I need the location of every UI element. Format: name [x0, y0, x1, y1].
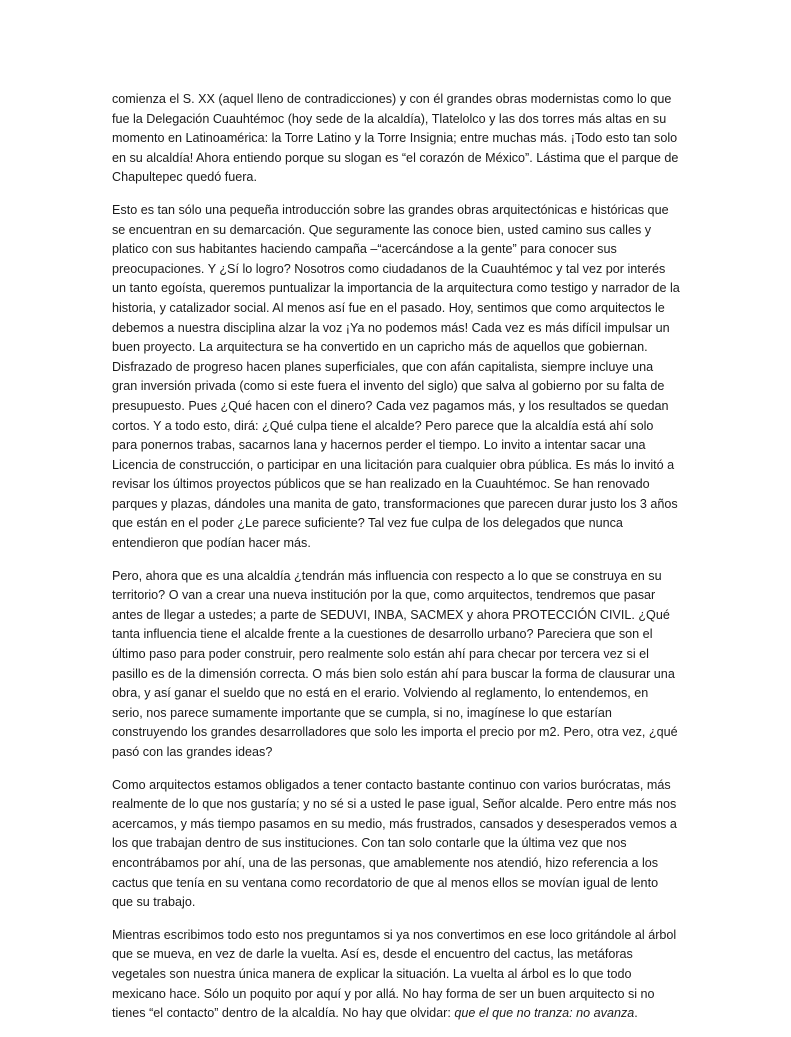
paragraph-5-text: Mientras escribimos todo esto nos preguntamos si ya nos convertimos en ese loco gritándole al árbol que se mueva, en vez de darle la vuelta. Así es, desde el encuentro del cactus, las metáforas vegetales son nuestra única manera de explicar la situación. La vuelta al árbol es lo que todo mexicano hace. Sólo un poquito por aquí y por allá. No hay forma de ser un buen arquitecto si no tienes “el contacto” dentro de la alcaldía. No hay que olvidar: [112, 927, 677, 1021]
document-page [112, 90, 680, 1037]
paragraph-1: comienza el S. XX (aquel lleno de contradicciones) y con él grandes obras modernistas como lo que fue la Delegación Cuauhtémoc (hoy sede de la alcaldía), Tlatelolco y las dos torres más altas en su momento en Latinoamérica: la Torre Latino y la Torre Insignia; entre muchas más. ¡Todo esto tan solo en su alcaldía! Ahora entiendo porque su slogan es “el corazón de México”. Lástima que el parque de Chapultepec quedó fuera. [112, 92, 679, 185]
paragraph-3: Pero, ahora que es una alcaldía ¿tendrán más influencia con respecto a lo que se construya en su territorio? O van a crear una nueva institución por la que, como arquitectos, tendremos que pasar antes de llegar a ustedes; a parte de SEDUVI, INBA, SACMEX y ahora PROTECCIÓN CIVIL. ¿Qué tanta influencia tiene el alcalde frente a la cuestiones de desarrollo urbano? Pareciera que son el último paso para poder construir, pero realmente solo están ahí para checar por tercera vez si el pasillo es de la dimensión correcta. O más bien solo están ahí para buscar la forma de clausurar una obra, y así ganar el sueldo que no está en el erario. Volviendo al reglamento, lo entendemos, en serio, nos parece sumamente importante que se cumpla, si no, imagínese lo que estarían construyendo los grandes desarrolladores que solo les importa el precio por m2. Pero, otra vez, ¿qué pasó con las grandes ideas? [112, 568, 678, 759]
paragraph-5 [112, 926, 680, 1024]
paragraph-2: Esto es tan sólo una pequeña introducción sobre las grandes obras arquitectónicas e históricas que se encuentran en su demarcación. Que seguramente las conoce bien, usted camino sus calles y platico con sus habitantes haciendo campaña –“acercándose a la gente” para conocer sus preocupaciones. Y ¿Sí lo logro? Nosotros como ciudadanos de la Cuauhtémoc y tal vez por interés un tanto egoísta, queremos puntualizar la importancia de la arquitectura como testigo y narrador de la historia, y catalizador social. Al menos así fue en el pasado. Hoy, sentimos que como arquitectos le debemos a nuestra disciplina alzar la voz ¡Ya no podemos más! Cada vez es más difícil impulsar un buen proyecto. La arquitectura se ha convertido en un capricho más de aquellos que gobiernan. Disfrazado de progreso hacen planes superficiales, que con afán capitalista, siempre incluye una gran inversión privada (como si este fuera el invento del siglo) que salva al gobierno por su falta de presupuesto. Pues ¿Qué hacen con el dinero? Cada vez pagamos más, y los resultados se quedan cortos. Y a todo esto, dirá: ¿Qué culpa tiene el alcalde? Pero parece que la alcaldía está ahí solo para ponernos trabas, sacarnos lana y hacernos perder el tiempo. Lo invito a intentar sacar una Licencia de construcción, o participar en una licitación para cualquier obra pública. Es más lo invitó a revisar los últimos proyectos públicos que se han realizado en la Cuauhtémoc. Se han renovado parques y plazas, dándoles una manita de gato, transformaciones que parecen durar justo los 3 años que están en el poder ¿Le parece suficiente? Tal vez fue culpa de los delegados que nunca entendieron que podían hacer más. [112, 202, 680, 551]
paragraph-5-end: . [634, 1006, 638, 1021]
paragraph-4: Como arquitectos estamos obligados a tener contacto bastante continuo con varios burócratas, más realmente de lo que nos gustaría; y no sé si a usted le pase igual, Señor alcalde. Pero entre más nos acercamos, y más tiempo pasamos en su medio, más frustrados, cansados y desesperados vemos a los que trabajan dentro de sus instituciones. Con tan solo contarle que la última vez que nos encontrábamos por ahí, una de las personas, que amablemente nos atendió, hizo referencia a los cactus que tenía en su ventana como recordatorio de que al menos ellos se movían igual de lento que su trabajo. [112, 777, 677, 910]
closing-quote-italic: que el que no tranza: no avanza [454, 1006, 635, 1021]
